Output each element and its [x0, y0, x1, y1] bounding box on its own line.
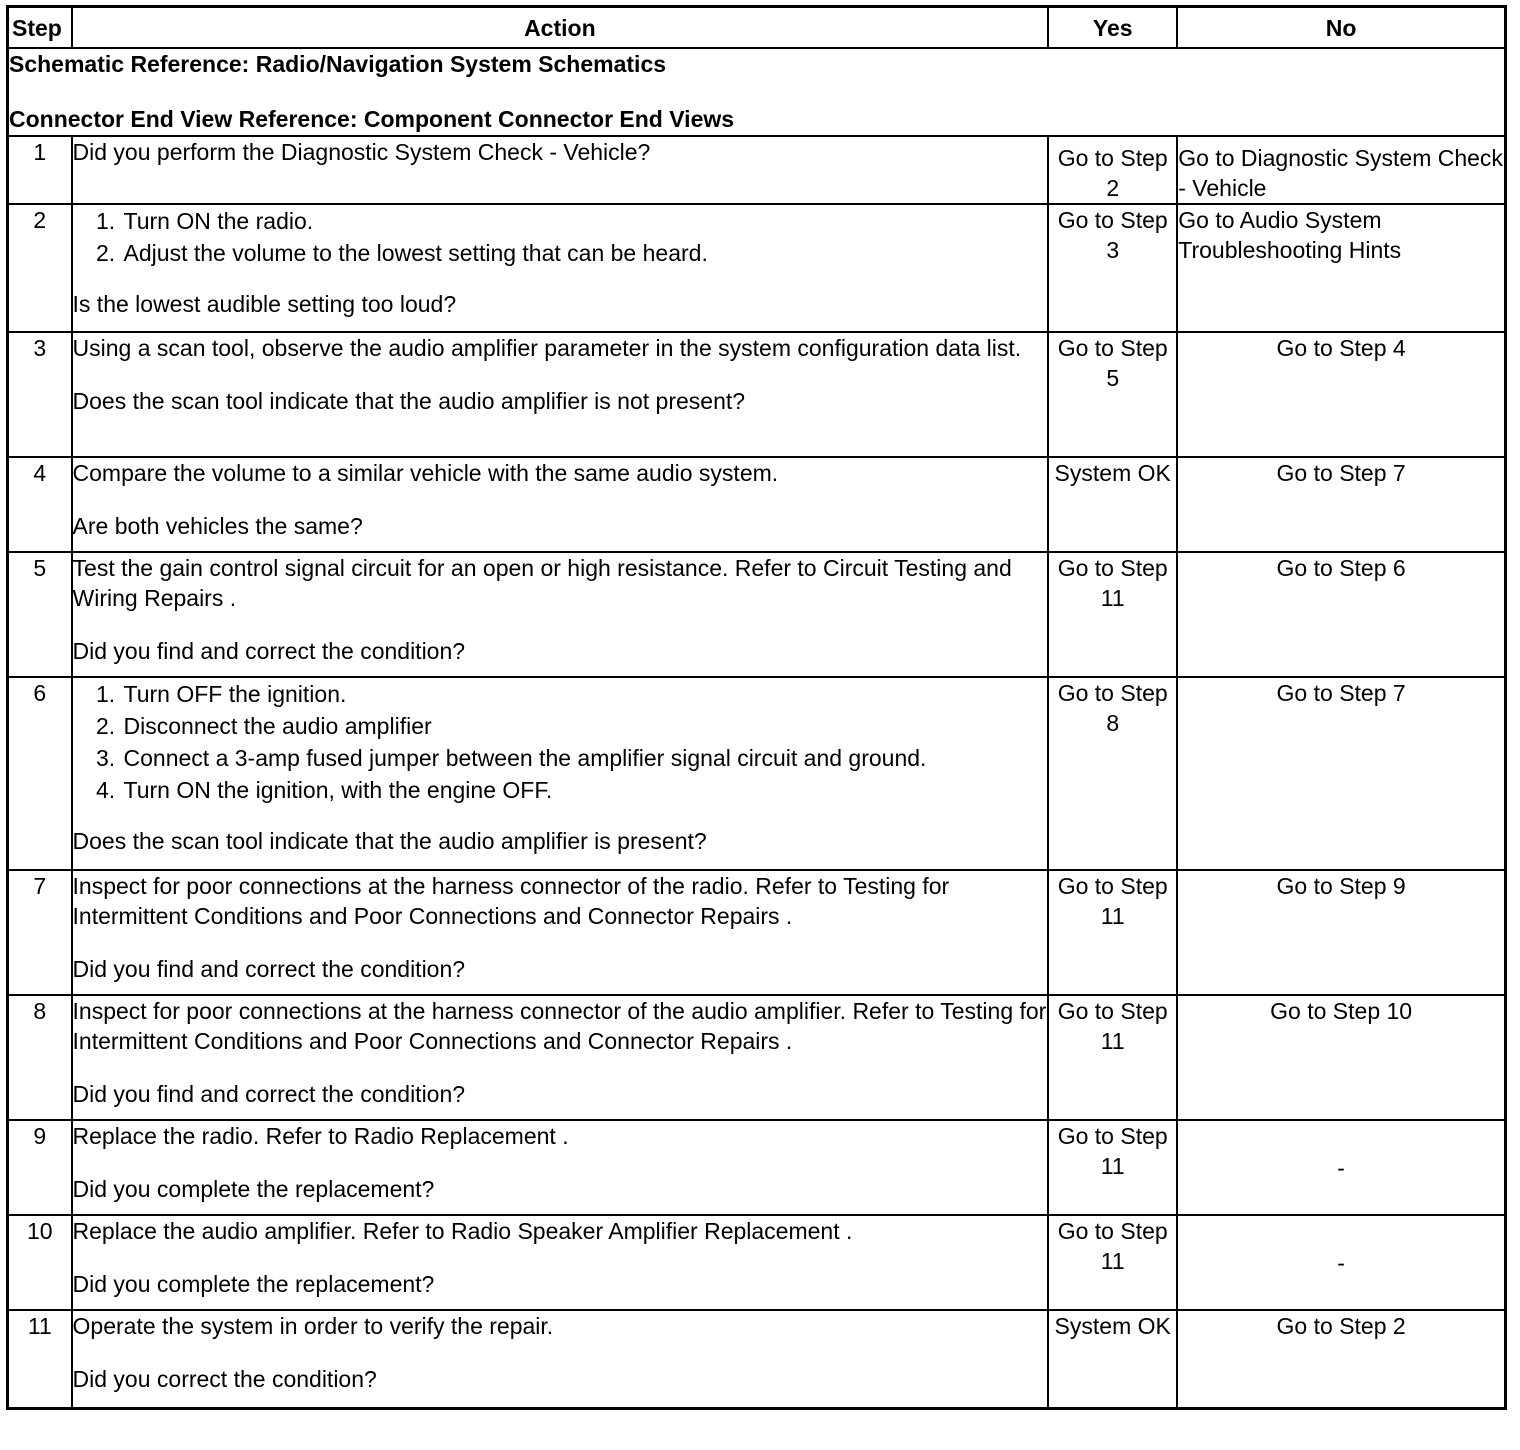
action-cell: [72, 1215, 1049, 1310]
action-text: Operate the system in order to verify the repair.: [72, 1313, 554, 1339]
reference-cell: [8, 48, 1506, 136]
action-question: Is the lowest audible setting too loud?: [72, 291, 457, 317]
action-cell: [72, 332, 1049, 457]
action-question: Did you correct the condition?: [72, 1366, 377, 1392]
action-list-item: 1. Turn ON the radio.: [122, 205, 1048, 237]
reference-row: [8, 48, 1506, 136]
table-row: [8, 136, 1506, 204]
no-result: Go to Step 6: [1177, 552, 1505, 677]
no-result: Go to Step 4: [1177, 332, 1505, 457]
table-row: [8, 1120, 1506, 1215]
no-result: Go to Diagnostic System Check - Vehicle: [1177, 136, 1505, 204]
yes-result: Go to Step 11: [1048, 870, 1177, 995]
yes-result: Go to Step 8: [1048, 677, 1177, 870]
table-row: [8, 1310, 1506, 1408]
action-text: Compare the volume to a similar vehicle with the same audio system.: [72, 460, 779, 486]
step-number: 2: [8, 204, 72, 332]
no-result: Go to Audio System Troubleshooting Hints: [1177, 204, 1505, 332]
action-text: Using a scan tool, observe the audio amplifier parameter in the system configuration data list.: [72, 335, 1022, 361]
action-question: Did you find and correct the condition?: [72, 1081, 466, 1107]
step-number: 6: [8, 677, 72, 870]
action-question: Did you find and correct the condition?: [72, 956, 466, 982]
no-result: Go to Step 7: [1177, 457, 1505, 552]
action-question: Did you find and correct the condition?: [72, 638, 466, 664]
table-row: [8, 677, 1506, 870]
yes-result: System OK: [1048, 457, 1177, 552]
yes-result: Go to Step 11: [1048, 1215, 1177, 1310]
header-step: Step: [8, 7, 72, 49]
yes-result: Go to Step 11: [1048, 995, 1177, 1120]
action-question: Are both vehicles the same?: [72, 513, 363, 539]
action-list-item: 3. Connect a 3-amp fused jumper between the amplifier signal circuit and ground.: [122, 742, 1048, 774]
table-row: [8, 870, 1506, 995]
action-text: Test the gain control signal circuit for an open or high resistance. Refer to Circuit Testing and Wiring Repairs .: [72, 555, 1012, 611]
action-list-item: 1. Turn OFF the ignition.: [122, 678, 1048, 710]
yes-result: Go to Step 11: [1048, 552, 1177, 677]
no-result: Go to Step 2: [1177, 1310, 1505, 1408]
no-result: -: [1177, 1215, 1505, 1310]
diagnostic-table: [6, 5, 1507, 1410]
yes-result: Go to Step 3: [1048, 204, 1177, 332]
table-row: [8, 457, 1506, 552]
action-text: Replace the radio. Refer to Radio Replacement .: [72, 1123, 569, 1149]
action-cell: [72, 995, 1049, 1120]
yes-result: Go to Step 5: [1048, 332, 1177, 457]
step-number: 7: [8, 870, 72, 995]
action-list-item: 2. Adjust the volume to the lowest setting that can be heard.: [122, 237, 1048, 269]
table-row: [8, 552, 1506, 677]
action-list: [73, 205, 1048, 269]
table-row: [8, 332, 1506, 457]
step-number: 3: [8, 332, 72, 457]
no-result: Go to Step 7: [1177, 677, 1505, 870]
header-row: [8, 7, 1506, 49]
header-action: Action: [72, 7, 1049, 49]
table-row: [8, 204, 1506, 332]
action-question: Did you complete the replacement?: [72, 1271, 435, 1297]
connector-reference: Connector End View Reference: Component Connector End Views: [9, 106, 735, 132]
table-row: [8, 1215, 1506, 1310]
action-text: Inspect for poor connections at the harness connector of the radio. Refer to Testing for Intermittent Conditions and Poor Connections and Connector Repairs .: [72, 873, 950, 929]
action-list-item: 2. Disconnect the audio amplifier: [122, 710, 1048, 742]
action-text: Inspect for poor connections at the harness connector of the audio amplifier. Refer to Testing for Intermittent Conditions and Poor Connections and Connector Repairs .: [72, 998, 1047, 1054]
header-yes: Yes: [1048, 7, 1177, 49]
no-result: Go to Step 10: [1177, 995, 1505, 1120]
action-cell: [72, 1310, 1049, 1408]
step-number: 9: [8, 1120, 72, 1215]
action-question: Did you complete the replacement?: [72, 1176, 435, 1202]
yes-result: System OK: [1048, 1310, 1177, 1408]
no-result: Go to Step 9: [1177, 870, 1505, 995]
step-number: 8: [8, 995, 72, 1120]
action-question: Does the scan tool indicate that the audio amplifier is present?: [72, 828, 707, 854]
step-number: 10: [8, 1215, 72, 1310]
step-number: 1: [8, 136, 72, 204]
action-text: Replace the audio amplifier. Refer to Radio Speaker Amplifier Replacement .: [72, 1218, 853, 1244]
yes-result: Go to Step 11: [1048, 1120, 1177, 1215]
action-cell: [72, 1120, 1049, 1215]
table-row: [8, 995, 1506, 1120]
action-cell: [72, 870, 1049, 995]
action-text: Did you perform the Diagnostic System Check - Vehicle?: [72, 139, 651, 165]
action-list: [73, 678, 1048, 806]
table-body: [8, 136, 1506, 1408]
yes-result: Go to Step 2: [1048, 136, 1177, 204]
step-number: 5: [8, 552, 72, 677]
header-no: No: [1177, 7, 1505, 49]
step-number: 11: [8, 1310, 72, 1408]
action-cell: [72, 136, 1049, 204]
action-cell: [72, 204, 1049, 332]
action-cell: [72, 552, 1049, 677]
action-list-item: 4. Turn ON the ignition, with the engine OFF.: [122, 774, 1048, 806]
action-cell: [72, 457, 1049, 552]
step-number: 4: [8, 457, 72, 552]
action-question: Does the scan tool indicate that the audio amplifier is not present?: [72, 388, 746, 414]
schematic-reference: Schematic Reference: Radio/Navigation System Schematics: [9, 51, 667, 77]
action-cell: [72, 677, 1049, 870]
no-result: -: [1177, 1120, 1505, 1215]
